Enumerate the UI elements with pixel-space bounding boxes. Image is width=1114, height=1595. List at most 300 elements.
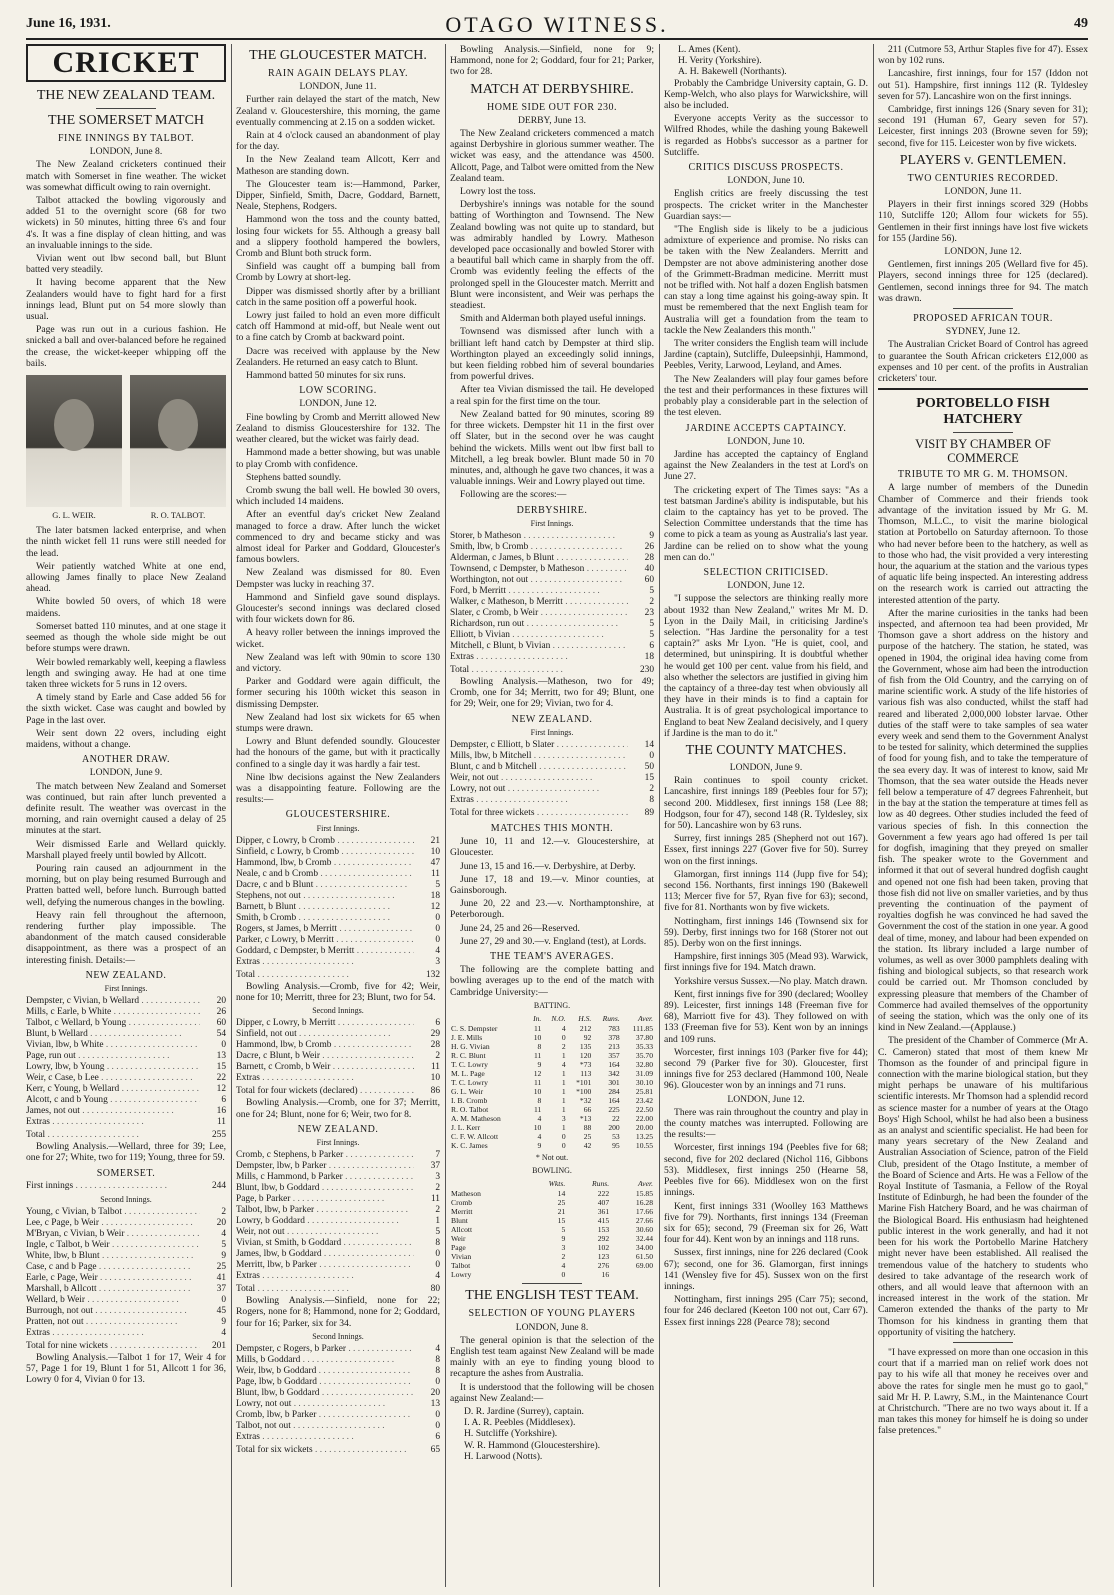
score-row: [450, 740, 654, 751]
table-cell: 35.33: [635, 1041, 653, 1051]
batsman: Goddard, c Dempster, b Merritt . . .: [236, 946, 414, 957]
bowling-label: BOWLING.: [532, 1166, 572, 1176]
runs: 37: [430, 1161, 440, 1172]
paragraph: 211 (Cutmore 53, Arthur Staples five for 47). Essex won by 102 runs.: [878, 44, 1088, 67]
table-cell: 1: [561, 1122, 566, 1132]
table-row: [450, 1096, 654, 1105]
bowling-analysis: [26, 1141, 226, 1163]
table-cell: 1: [561, 1068, 566, 1078]
batsman: Extras . . .: [26, 1328, 200, 1339]
paragraph: Probably the Cambridge University captain, G. D. Kemp-Welch, who also plays for Warwickshire, will also be included.: [664, 77, 868, 112]
score-row: [236, 1410, 440, 1421]
runs: 20: [216, 996, 226, 1007]
table-cell: 34.00: [635, 1243, 653, 1253]
runs: 4: [435, 1344, 440, 1355]
paragraph: In the New Zealand team Allcott, Kerr and Matheson are standing down.: [236, 154, 440, 177]
paragraph: Weir patiently watched White at one end, allowing James finally to place New Zealand ahead.: [26, 560, 226, 595]
table-row: [450, 1132, 654, 1141]
runs: 13: [216, 1051, 226, 1062]
runs: 8: [435, 1238, 440, 1249]
runs: 50: [644, 761, 654, 772]
table-cell: 1: [561, 1050, 566, 1060]
dateline: LONDON, June 9.: [89, 767, 163, 779]
batsman: Total for four wickets (declared) . . .: [236, 1086, 414, 1097]
runs: 2: [435, 1051, 440, 1062]
paragraph: Smith and Alderman both played useful innings.: [460, 313, 646, 325]
table-cell: 25: [583, 1131, 592, 1141]
paragraph: Cambridge, first innings 126 (Snary seven for 31); second 191 (Human 67, Geary seven for 57). Leicester, first innings 203 (Browne seven for 59); second, five for 115. Leicester won by five wickets.: [878, 104, 1088, 149]
batsman: Mills, c Earle, b White . . .: [26, 1007, 200, 1018]
table-cell: 1: [561, 1095, 566, 1105]
score-row: [450, 665, 654, 676]
table-row: [450, 1189, 654, 1198]
batsman: Burrough, not out . . .: [26, 1306, 200, 1317]
score-row: [450, 531, 654, 542]
score-row: [26, 1007, 226, 1018]
score-row: [26, 1084, 226, 1095]
runs: 26: [216, 1007, 226, 1018]
divider: [522, 1283, 582, 1284]
batsman: Lee, c Page, b Weir . . .: [26, 1218, 200, 1229]
batsman: Pratten, not out . . .: [26, 1317, 200, 1328]
paragraph: H. Larwood (Notts).: [464, 1450, 543, 1462]
table-cell: 10: [533, 1032, 542, 1042]
batsman: Stephens, not out . . .: [236, 891, 414, 902]
paragraph: Derbyshire's innings was notable for the sound batting of Worthington and Townsend. The New Zealand bowling was not quite up to standard, but was admirably handled by Lowry. Matheson developed pace occasionally and bowled Storer with a beautiful ball which came in sharply from the off. Cromb was evidently feeling the effects of the prolonged spell in the Gloucester match. Merritt and Blunt were inconsistent, and Weir was perhaps the steadiest.: [450, 199, 654, 312]
paragraph: H. Sutcliffe (Yorkshire).: [464, 1428, 558, 1440]
bowling-analysis: [236, 1295, 440, 1329]
table-row: [450, 1060, 654, 1069]
table-cell: 9: [537, 1140, 542, 1150]
paragraph: June 13, 15 and 16.—v. Derbyshire, at Derby.: [460, 860, 636, 872]
divider: [878, 388, 1088, 390]
runs: 28: [644, 552, 654, 563]
article-heading: PORTOBELLO FISH HATCHERY: [916, 396, 1050, 428]
table-cell: Matheson: [451, 1189, 481, 1199]
team-heading: NEW ZEALAND.: [297, 1123, 379, 1135]
paragraph: Fine bowling by Cromb and Merritt allowed New Zealand to dismiss Gloucestershire for 132. The weather cleared, but the wicket was fairly dead.: [236, 411, 440, 446]
table-cell: 5: [561, 1225, 566, 1235]
dateline: LONDON, June 11.: [944, 186, 1022, 198]
article-body: [236, 94, 440, 381]
score-row: [236, 1029, 440, 1040]
table-cell: M. L. Page: [451, 1068, 485, 1078]
table-cell: 1: [561, 1086, 566, 1096]
runs: 6: [649, 640, 654, 651]
runs: 4: [221, 1229, 226, 1239]
team-heading: SOMERSET.: [96, 1167, 156, 1179]
batsman: Extras . . .: [26, 1117, 200, 1128]
table-cell: 4: [537, 1131, 542, 1141]
score-row: [26, 1117, 226, 1128]
bowling-averages-table: [450, 1178, 654, 1279]
score-row: [236, 1161, 440, 1172]
player-list: [664, 44, 868, 78]
paragraph: Weir dismissed Earle and Wellard quickly. Marshall played freely until bowled by Allcott.: [26, 838, 226, 861]
paragraph: After the marine curiosities in the tanks had been inspected, and afternoon tea had been provided, Mr Thomson gave a short address on the history and purpose of the hatchery. The station, he stated, was opened in 1904, the original idea having come from the Government, whose aim had been the introduction of fish from the Old Country, and the carrying on of marine scientific work. A study of the life histories of various fish was also conducted, whilst the staff had reared and liberated 2,000,000 lobster larvae. Other duties of the staff were to take samples of sea water every week and send them to the Government Analyst to be tested for salinity, which determined the supplies of food for young fish, and to take the temperature of the sea every day. It was of interest to know, said Mr Thomson, that the sea water outside the Heads never fell below a temperature of 47 degrees Fahrenheit, but in the bay at the station the temperature at times fell as low as 40 degrees. Other studies included the feed of various species of fish. In this connection the Government a few years ago had offered 1s per tail for dogfish, imagining that they preyed on smaller fish. The speaker wrote to the Government and informed it that out of several hundred dogfish caught and opened not one fish had been taken, proving that those fish did not live on smaller varieties, and by thus preventing the continuation of the payment of royalties dogfish he was convinced he had saved the Government the cost of the station in one year. A good deal of time, money, and labour had been expended on the station. Its library included a large number of volumes, as well as over 3000 pamphlets dealing with fishing and biological subjects, so that research work could be carried out. Mr Thomson concluded by expressing pleasure that members of the Chamber of Commerce had availed themselves of the opportunity of seeing the station, which was the only one of its kind in New Zealand.—(Applause.): [878, 607, 1088, 1034]
batsman: Blunt, b Wellard . . .: [26, 1029, 200, 1040]
runs: 255: [211, 1130, 226, 1141]
runs: 0: [435, 1260, 440, 1271]
runs: 132: [425, 969, 440, 980]
table-cell: R. O. Talbot: [451, 1104, 489, 1114]
batsman: Total for six wickets . . .: [236, 1445, 414, 1456]
score-row: [450, 773, 654, 784]
scorecard: [236, 836, 440, 968]
table-cell: 14: [557, 1189, 566, 1199]
batsman: Young, c Vivian, b Talbot . . .: [26, 1207, 200, 1218]
score-row: [450, 608, 654, 619]
table-cell: 95: [612, 1140, 620, 1150]
dateline: LONDON, June 11.: [299, 81, 377, 93]
paragraph: Players in their first innings scored 329 (Hobbs 110, Sutcliffe 120; Allom four wickets for 55). Gentlemen in their first innings have lost five wickets for 155 (Jardine 56).: [878, 199, 1088, 244]
runs: 6: [435, 1432, 440, 1443]
batsman: Dacre, c and b Blunt . . .: [236, 880, 414, 891]
table-cell: H. G. Vivian: [451, 1041, 490, 1051]
paragraph: H. Verity (Yorkshire).: [678, 55, 762, 67]
runs: 20: [430, 1388, 440, 1399]
subheading: RAIN AGAIN DELAYS PLAY.: [267, 68, 409, 79]
table-cell: 0: [561, 1131, 566, 1141]
table-cell: 783: [608, 1023, 620, 1033]
batsman: Extras . . .: [236, 1271, 414, 1282]
batsman: Cromb, c Stephens, b Parker . . .: [236, 1150, 414, 1161]
runs: 65: [430, 1445, 440, 1456]
article-body: [878, 199, 1088, 244]
photo-row: [26, 375, 226, 507]
table-row: [450, 1123, 654, 1132]
subheading: SELECTION OF YOUNG PLAYERS: [468, 1308, 636, 1320]
batsman: Mills, lbw, b Mitchell . . .: [450, 751, 628, 762]
batsman: Blunt, lbw, b Goddard . . .: [236, 1183, 414, 1194]
paragraph: "I have expressed on more than one occasion in this court that if a married man on relief work does not pay to his wife all that money he receives over and above the rates for single men he must go to gaol," said Mr H. P. Lawry, S.M., in the Maintenance Court at Christchurch. "There are no two ways about it. If a man takes this money for himself he is doing so under false pretences.": [878, 1346, 1088, 1437]
score-row: [236, 1150, 440, 1161]
dateline: LONDON, June 10.: [727, 175, 805, 187]
score-row: [26, 1218, 226, 1229]
table-cell: 30.60: [635, 1225, 653, 1235]
article-heading: THE COUNTY MATCHES.: [685, 742, 847, 758]
subheading: LOW SCORING.: [299, 385, 377, 397]
table-cell: 0: [561, 1140, 566, 1150]
paragraph: It having become apparent that the New Zealanders would have to fight hard for a first innings lead, Blunt put on 54 more slowly than usual.: [26, 277, 226, 323]
batsman: Richardson, run out . . .: [450, 619, 628, 630]
photo-talbot: [130, 375, 226, 507]
score-row: [26, 1306, 226, 1317]
article-body: [664, 1107, 868, 1328]
paragraph: The writer considers the English team will include Jardine (captain), Sutcliffe, Duleepsinhji, Hammond, Peebles, Verity, Larwood, Leyland, and Ames.: [664, 338, 868, 372]
team-heading: DERBYSHIRE.: [516, 504, 588, 516]
runs: 10: [430, 1073, 440, 1084]
batsman: Page, lbw, b Goddard . . .: [236, 1377, 414, 1388]
batsman: Earle, c Page, Weir . . .: [26, 1273, 200, 1284]
table-cell: 10.55: [635, 1140, 653, 1150]
batsman: Smith, b Cromb . . .: [236, 913, 414, 924]
table-cell: 10: [533, 1122, 542, 1132]
batsman: Talbot, c Wellard, b Young . . .: [26, 1018, 200, 1029]
score-row: [236, 1249, 440, 1260]
table-cell: J. L. Kerr: [451, 1122, 481, 1132]
score-row: [236, 1388, 440, 1399]
table-cell: 276: [597, 1261, 610, 1271]
table-cell: 35.70: [635, 1050, 653, 1060]
table-cell: 11: [534, 1077, 542, 1087]
batsman: Total for nine wickets . . .: [26, 1341, 200, 1352]
runs: 4: [435, 945, 440, 956]
paragraph: June 20, 22 and 23.—v. Northamptonshire, at Peterborough.: [450, 898, 654, 921]
score-row: [236, 1355, 440, 1366]
runs: 25: [216, 1262, 226, 1272]
divider: [953, 432, 1013, 433]
runs: 0: [435, 1410, 440, 1421]
batsman: Blunt, lbw, b Goddard . . .: [236, 1388, 414, 1399]
scorecard-total: [236, 1445, 440, 1456]
scorecard-total: [26, 1181, 226, 1192]
team-heading: GLOUCESTERSHIRE.: [285, 809, 391, 821]
dateline: LONDON, June 10.: [727, 435, 805, 447]
article-body: [450, 964, 654, 998]
batsman: Case, c and b Page . . .: [26, 1262, 200, 1273]
scorecard-total: [236, 970, 440, 981]
paragraph: Surrey, first innings 285 (Shepherd not out 167). Essex, first innings 227 (Gover five for 50). Surrey won on the first innings.: [664, 833, 868, 867]
score-row: [26, 1051, 226, 1062]
article-body: [878, 1347, 1088, 1437]
innings-label: First Innings.: [316, 823, 360, 833]
score-row: [450, 564, 654, 575]
paragraph: Rain at 4 o'clock caused an abandonment of play for the day.: [236, 130, 440, 153]
paragraph: New Zealand batted for 90 minutes, scoring 89 for three wickets. Dempster hit 11 in the first over off Slater, but in the second over he was caught behind the wickets. Mills went out lbw first ball to Mitchell, a leg break bowler. Blunt made 50 in 70 minutes, and, although he gave two chances, it was a valuable innings. Weir and Lowry played out time.: [450, 408, 654, 488]
table-cell: 1: [561, 1104, 566, 1114]
table-cell: 4: [561, 1261, 566, 1271]
runs: 0: [649, 750, 654, 761]
score-row: [236, 1260, 440, 1271]
paragraph: Page was run out in a curious fashion. He snicked a ball and over-balanced before he regained the crease, the wicket-keeper whipping off the bails.: [26, 324, 226, 369]
paragraph: A. H. Bakewell (Northants).: [678, 66, 787, 78]
dateline: LONDON, June 12.: [727, 580, 805, 592]
scorecard-total: [26, 1341, 226, 1352]
column-3: [450, 44, 654, 1587]
table-cell: 11: [534, 1104, 542, 1114]
runs: 8: [435, 1355, 440, 1366]
score-row: [236, 957, 440, 968]
runs: 0: [435, 1377, 440, 1388]
paragraph: Bowling Analysis.—Cromb, five for 42; Weir, none for 10; Merritt, three for 23; Blunt, two for 54.: [236, 980, 440, 1003]
paragraph: Further rain delayed the start of the match, New Zealand v. Gloucestershire, this morning, the game eventually commencing at 2.15 on a sodden wicket.: [236, 94, 440, 128]
paragraph: "I suppose the selectors are thinking really more about 1932 than New Zealand," writes Mr M. D. Lyon in the Daily Mail, in criticising Jardine's selection. "Has Jardine the personality for a test captain?" asks Mr Lyon. "He is quiet, cool, and determined, but uninspiring. It is doubtful whether he would get 100 per cent. value from his field, and also whether the selectors are justified in giving him the captaincy of a three-day test when obviously all they have in their minds is to find a captain for Australia. It is of great psychological importance to England to beat New Zealand decisively, and I query if Jardine is the man to do it.": [664, 593, 868, 739]
paragraph: Weir sent down 22 overs, including eight maidens, without a change.: [26, 727, 226, 750]
table-cell: Lowry: [451, 1270, 472, 1280]
table-cell: 13.25: [635, 1131, 653, 1141]
score-row: [236, 891, 440, 902]
table-cell: *100: [576, 1086, 592, 1096]
runs: 18: [430, 890, 440, 901]
paragraph: D. R. Jardine (Surrey), captain.: [464, 1406, 584, 1418]
paragraph: Dacre was received with applause by the New Zealanders. He returned an easy catch to Blunt.: [236, 345, 440, 368]
score-row: [236, 902, 440, 913]
dateline: LONDON, June 12.: [299, 398, 377, 410]
runs: 14: [644, 739, 654, 750]
column-header: Aver.: [638, 1179, 653, 1189]
paragraph: Everyone accepts Verity as the successor to Wilfred Rhodes, while the dashing young Bakewell is regarded as Hobbs's successor as a partner for Sutcliffe.: [664, 113, 868, 158]
dateline: LONDON, June 8.: [89, 146, 163, 158]
paragraph: Hammond batted 50 minutes for six runs.: [246, 370, 406, 382]
column-header: In.: [533, 1013, 542, 1023]
table-cell: 120: [579, 1050, 592, 1060]
player-list: [450, 1406, 654, 1462]
column-header: Aver.: [638, 1013, 653, 1023]
table-cell: 4: [537, 1113, 542, 1123]
bowling-analysis: [236, 981, 440, 1003]
runs: 3: [435, 1172, 440, 1183]
paragraph: It is understood that the following will be chosen against New Zealand:—: [450, 1381, 654, 1404]
runs: 9: [649, 530, 654, 541]
table-cell: 361: [597, 1207, 610, 1217]
runs: 60: [644, 574, 654, 585]
runs: 28: [430, 1040, 440, 1051]
score-row: [26, 1295, 226, 1306]
paragraph: Gentlemen, first innings 205 (Wellard five for 45). Players, second innings three for 125 (declared). Gentlemen, second innings three for 94. The match was drawn.: [878, 259, 1088, 304]
runs: 0: [221, 1295, 226, 1305]
score-row: [236, 1216, 440, 1227]
table-cell: 88: [583, 1122, 592, 1132]
runs: 2: [649, 596, 654, 607]
score-row: [236, 1194, 440, 1205]
article-body: [878, 482, 1088, 1337]
runs: 2: [221, 1207, 226, 1217]
score-row: [236, 1062, 440, 1073]
table-cell: 0: [561, 1032, 566, 1042]
article-body: [664, 593, 868, 739]
runs: 11: [430, 868, 440, 879]
table-cell: T. C. Lowry: [451, 1077, 488, 1087]
scorecard: [26, 1207, 226, 1339]
runs: 5: [649, 618, 654, 629]
batsman: Total . . .: [450, 665, 628, 676]
score-row: [236, 1227, 440, 1238]
table-row: [450, 1105, 654, 1114]
runs: 7: [435, 1150, 440, 1161]
subheading: JARDINE ACCEPTS CAPTAINCY.: [685, 422, 847, 434]
score-row: [236, 924, 440, 935]
score-row: [236, 847, 440, 858]
article-heading: MATCH AT DERBYSHIRE.: [470, 81, 634, 97]
paragraph: Sussex, first innings, nine for 226 declared (Cook 67); second, one for 36. Glamorgan, first innings 141 (Wensley five for 45). Sussex won on the first innings.: [664, 1247, 868, 1292]
table-cell: A. M. Matheson: [451, 1113, 501, 1123]
paragraph: Following are the scores:—: [460, 489, 567, 501]
paragraph: A heavy roller between the innings improved the wicket.: [236, 627, 440, 650]
score-row: [26, 1073, 226, 1084]
paragraph: Kent, first innings five for 390 (declared; Woolley 89). Leicester, first innings 148 (Freeman five for 68), Marriott five for 43). They followed on with 133 (Freeman five for 53). Kent won by an innings and 109 runs.: [664, 988, 868, 1045]
paragraph: Bowling Analysis.—Sinfield, none for 22; Rogers, none for 8; Hammond, none for 2; Goddard, four for 16; Parker, six for 34.: [236, 1295, 440, 1329]
score-row: [26, 1341, 226, 1352]
innings-label: Second Innings.: [312, 1331, 364, 1341]
innings-label: Second Innings.: [100, 1194, 152, 1204]
score-row: [26, 1029, 226, 1040]
article-body: [878, 339, 1088, 384]
table-cell: 4: [561, 1023, 566, 1033]
batsman: M'Bryan, c Vivian, b Weir . . .: [26, 1229, 200, 1240]
runs: 201: [211, 1341, 226, 1351]
score-row: [236, 935, 440, 946]
table-cell: 164: [608, 1095, 620, 1105]
runs: 11: [430, 1062, 440, 1073]
batsman: Townsend, c Dempster, b Matheson . . .: [450, 564, 628, 575]
batsman: Extras . . .: [450, 795, 628, 806]
table-row: [450, 1141, 654, 1150]
score-row: [236, 946, 440, 957]
paragraph: Hammond made a better showing, but was unable to play Cromb with confidence.: [236, 447, 440, 470]
score-row: [236, 880, 440, 891]
runs: 5: [649, 629, 654, 640]
subheading: HOME SIDE OUT FOR 230.: [487, 101, 617, 113]
score-row: [26, 1106, 226, 1117]
paragraph: There was rain throughout the country and play in the county matches was interrupted. Following are the results:—: [664, 1106, 868, 1141]
table-header: [450, 1178, 654, 1189]
score-row: [236, 1271, 440, 1282]
article-heading: THE GLOUCESTER MATCH.: [249, 48, 427, 63]
divider: [953, 308, 1013, 309]
score-row: [450, 652, 654, 663]
table-cell: 25.81: [635, 1086, 653, 1096]
table-cell: 30.10: [635, 1077, 653, 1087]
table-cell: 415: [597, 1216, 610, 1226]
table-row: [450, 1252, 654, 1261]
score-row: [236, 836, 440, 847]
score-row: [450, 808, 654, 819]
table-cell: Allcott: [451, 1225, 473, 1235]
runs: 13: [430, 1399, 440, 1410]
batsman: James, lbw, b Goddard . . .: [236, 1249, 414, 1260]
scorecard-total: [450, 808, 654, 819]
table-cell: R. C. Blunt: [451, 1050, 486, 1060]
scorecard: [236, 1150, 440, 1282]
table-cell: 8: [537, 1095, 542, 1105]
score-row: [236, 1344, 440, 1355]
table-row: [450, 1069, 654, 1078]
column-2: [236, 44, 440, 1587]
divider: [953, 1342, 1013, 1343]
batsman: Smith, lbw, b Cromb . . .: [450, 542, 628, 553]
dateline: LONDON, June 12.: [944, 246, 1022, 258]
column-header: Runs.: [602, 1013, 620, 1023]
paragraph: Bowling Analysis.—Matheson, two for 49; Cromb, one for 34; Merritt, two for 49; Blunt, one for 29; Weir, one for 29; Vivian, two for 4.: [450, 675, 654, 710]
batsman: Dempster, lbw, b Parker . . .: [236, 1161, 414, 1172]
table-row: [450, 1087, 654, 1096]
score-row: [26, 1207, 226, 1218]
column-rule: [659, 44, 660, 1587]
batsman: Lowry, not out . . .: [450, 784, 628, 795]
batsman: Neale, c and b Cromb . . .: [236, 869, 414, 880]
table-cell: 102: [597, 1243, 610, 1253]
batting-label: BATTING.: [533, 1000, 571, 1010]
score-row: [450, 542, 654, 553]
runs: 80: [430, 1284, 440, 1295]
column-header: H.S.: [578, 1013, 592, 1023]
batsman: Extras . . .: [236, 1432, 414, 1443]
runs: 26: [644, 541, 654, 552]
score-row: [26, 1240, 226, 1251]
table-cell: *32: [579, 1095, 592, 1105]
table-cell: 222: [597, 1189, 610, 1199]
dateline: LONDON, June 12.: [727, 1093, 805, 1105]
table-cell: 16.28: [635, 1198, 653, 1208]
runs: 86: [430, 1086, 440, 1097]
article-body: [450, 128, 654, 501]
table-cell: 284: [608, 1086, 620, 1096]
subheading: VISIT BY CHAMBER OF COMMERCE: [915, 437, 1051, 466]
paragraph: New Zealand was left with 90min to score 130 and victory.: [236, 651, 440, 674]
batsman: First innings . . .: [26, 1181, 200, 1192]
dateline: DERBY, June 13.: [517, 114, 587, 126]
